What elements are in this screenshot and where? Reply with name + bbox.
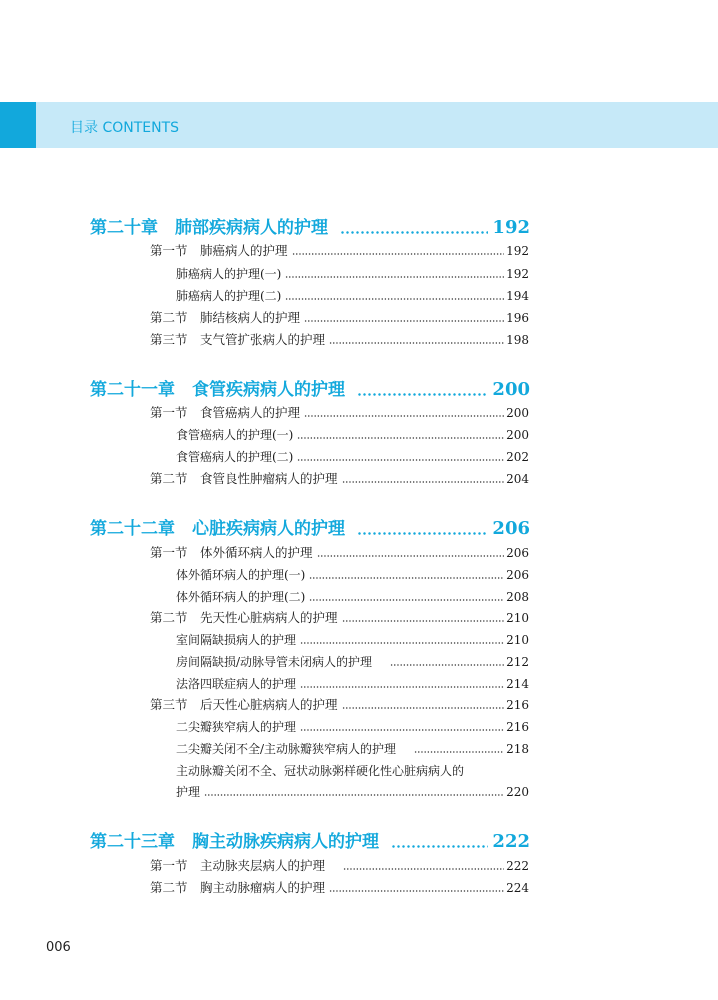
toc-entry-wrapped[interactable]	[176, 761, 529, 779]
entry-title: 食管癌病人的护理(二)	[176, 450, 294, 464]
chapter-title: 第二十章 肺部疾病病人的护理	[90, 218, 328, 238]
entry-title: 体外循环病人的护理(二)	[176, 590, 306, 604]
toc-entry[interactable]	[176, 587, 529, 605]
entry-page: 192	[506, 244, 529, 258]
entry-title: 肺癌病人的护理(二)	[176, 289, 282, 303]
leader-dots	[329, 890, 504, 892]
leader-dots	[304, 415, 504, 417]
leader-dots	[342, 620, 505, 622]
chapter-page: 192	[492, 217, 530, 238]
entry-page: 200	[506, 406, 529, 420]
header-accent-block	[0, 102, 36, 148]
entry-title: 第二节 胸主动脉瘤病人的护理	[150, 880, 326, 895]
entry-page: 204	[506, 472, 529, 486]
entry-page: 216	[506, 720, 529, 734]
leader-dots	[343, 868, 504, 870]
leader-dots	[204, 794, 504, 796]
entry-page: 218	[506, 742, 529, 756]
toc-entry[interactable]	[176, 782, 529, 800]
chapter-title: 第二十三章 胸主动脉疾病病人的护理	[90, 832, 379, 852]
toc-entry[interactable]	[150, 695, 529, 713]
entry-title: 室间隔缺损病人的护理	[176, 633, 297, 647]
toc-entry[interactable]	[176, 565, 529, 583]
toc-chapter-21[interactable]	[90, 378, 530, 400]
leader-dots	[297, 459, 504, 461]
leader-dots	[309, 577, 504, 579]
leader-dots	[317, 555, 505, 557]
entry-page: 220	[506, 785, 529, 799]
entry-title: 第一节 肺癌病人的护理	[150, 243, 288, 258]
page-number: 006	[46, 940, 71, 955]
entry-title: 体外循环病人的护理(一)	[176, 568, 306, 582]
toc-entry[interactable]	[176, 286, 529, 304]
entry-title: 护理	[176, 785, 201, 799]
toc-entry[interactable]	[150, 241, 529, 259]
toc-entry[interactable]	[176, 739, 529, 757]
entry-title: 第一节 体外循环病人的护理	[150, 545, 313, 560]
leader-dots	[300, 642, 504, 644]
toc-entry[interactable]	[150, 469, 529, 487]
entry-page: 208	[506, 590, 529, 604]
leader-dots	[304, 320, 504, 322]
toc-chapter-20[interactable]	[90, 216, 530, 238]
entry-page: 194	[506, 289, 529, 303]
entry-page: 196	[506, 311, 529, 325]
entry-page: 202	[506, 450, 529, 464]
toc-chapter-23[interactable]	[90, 830, 530, 852]
entry-title: 第二节 肺结核病人的护理	[150, 310, 301, 325]
toc-entry[interactable]	[176, 674, 529, 692]
entry-page: 212	[506, 655, 529, 669]
entry-page: 222	[506, 859, 529, 873]
entry-title: 第三节 后天性心脏病病人的护理	[150, 697, 338, 712]
entry-title: 二尖瓣关闭不全/主动脉瓣狭窄病人的护理	[176, 742, 397, 756]
entry-page: 210	[506, 633, 529, 647]
leader-dots	[340, 231, 488, 234]
leader-dots	[342, 481, 505, 483]
toc-entry[interactable]	[176, 717, 529, 735]
entry-title: 肺癌病人的护理(一)	[176, 267, 282, 281]
toc-chapter-22[interactable]	[90, 517, 530, 539]
toc-entry[interactable]	[150, 330, 529, 348]
entry-title: 第二节 食管良性肿瘤病人的护理	[150, 471, 338, 486]
toc-entry[interactable]	[176, 630, 529, 648]
toc-entry[interactable]	[150, 403, 529, 421]
header-title: 目录 CONTENTS	[70, 120, 180, 136]
entry-title: 二尖瓣狭窄病人的护理	[176, 720, 297, 734]
toc-entry[interactable]	[176, 447, 529, 465]
toc-entry[interactable]	[176, 652, 529, 670]
header-bar	[0, 102, 718, 148]
entry-title: 房间隔缺损/动脉导管未闭病人的护理	[176, 655, 373, 669]
toc-entry[interactable]	[150, 543, 529, 561]
toc-entry[interactable]	[176, 264, 529, 282]
entry-page: 214	[506, 677, 529, 691]
toc-entry[interactable]	[150, 608, 529, 626]
leader-dots	[309, 599, 504, 601]
entry-page: 206	[506, 568, 529, 582]
leader-dots	[357, 532, 488, 535]
toc-entry[interactable]	[176, 425, 529, 443]
leader-dots	[297, 437, 504, 439]
entry-page: 216	[506, 698, 529, 712]
entry-title: 主动脉瓣关闭不全、冠状动脉粥样硬化性心脏病病人的	[176, 764, 465, 778]
entry-title: 第一节 主动脉夹层病人的护理	[150, 858, 326, 873]
chapter-page: 200	[492, 379, 530, 400]
leader-dots	[300, 686, 504, 688]
entry-title: 第三节 支气管扩张病人的护理	[150, 332, 326, 347]
entry-page: 198	[506, 333, 529, 347]
leader-dots	[292, 253, 505, 255]
entry-title: 第一节 食管癌病人的护理	[150, 405, 301, 420]
leader-dots	[414, 751, 504, 753]
entry-title: 第二节 先天性心脏病病人的护理	[150, 610, 338, 625]
leader-dots	[285, 298, 504, 300]
entry-page: 224	[506, 881, 529, 895]
leader-dots	[391, 845, 488, 848]
leader-dots	[285, 276, 504, 278]
toc-entry[interactable]	[150, 856, 529, 874]
chapter-page: 222	[492, 831, 530, 852]
entry-page: 206	[506, 546, 529, 560]
leader-dots	[300, 729, 504, 731]
leader-dots	[390, 664, 504, 666]
entry-title: 食管癌病人的护理(一)	[176, 428, 294, 442]
toc-entry[interactable]	[150, 878, 529, 896]
entry-page: 192	[506, 267, 529, 281]
entry-page: 210	[506, 611, 529, 625]
entry-title: 法洛四联症病人的护理	[176, 677, 297, 691]
chapter-title: 第二十一章 食管疾病病人的护理	[90, 380, 345, 400]
chapter-page: 206	[492, 518, 530, 539]
toc-entry[interactable]	[150, 308, 529, 326]
leader-dots	[357, 393, 488, 396]
entry-page: 200	[506, 428, 529, 442]
leader-dots	[329, 342, 504, 344]
chapter-title: 第二十二章 心脏疾病病人的护理	[90, 519, 345, 539]
leader-dots	[342, 707, 505, 709]
